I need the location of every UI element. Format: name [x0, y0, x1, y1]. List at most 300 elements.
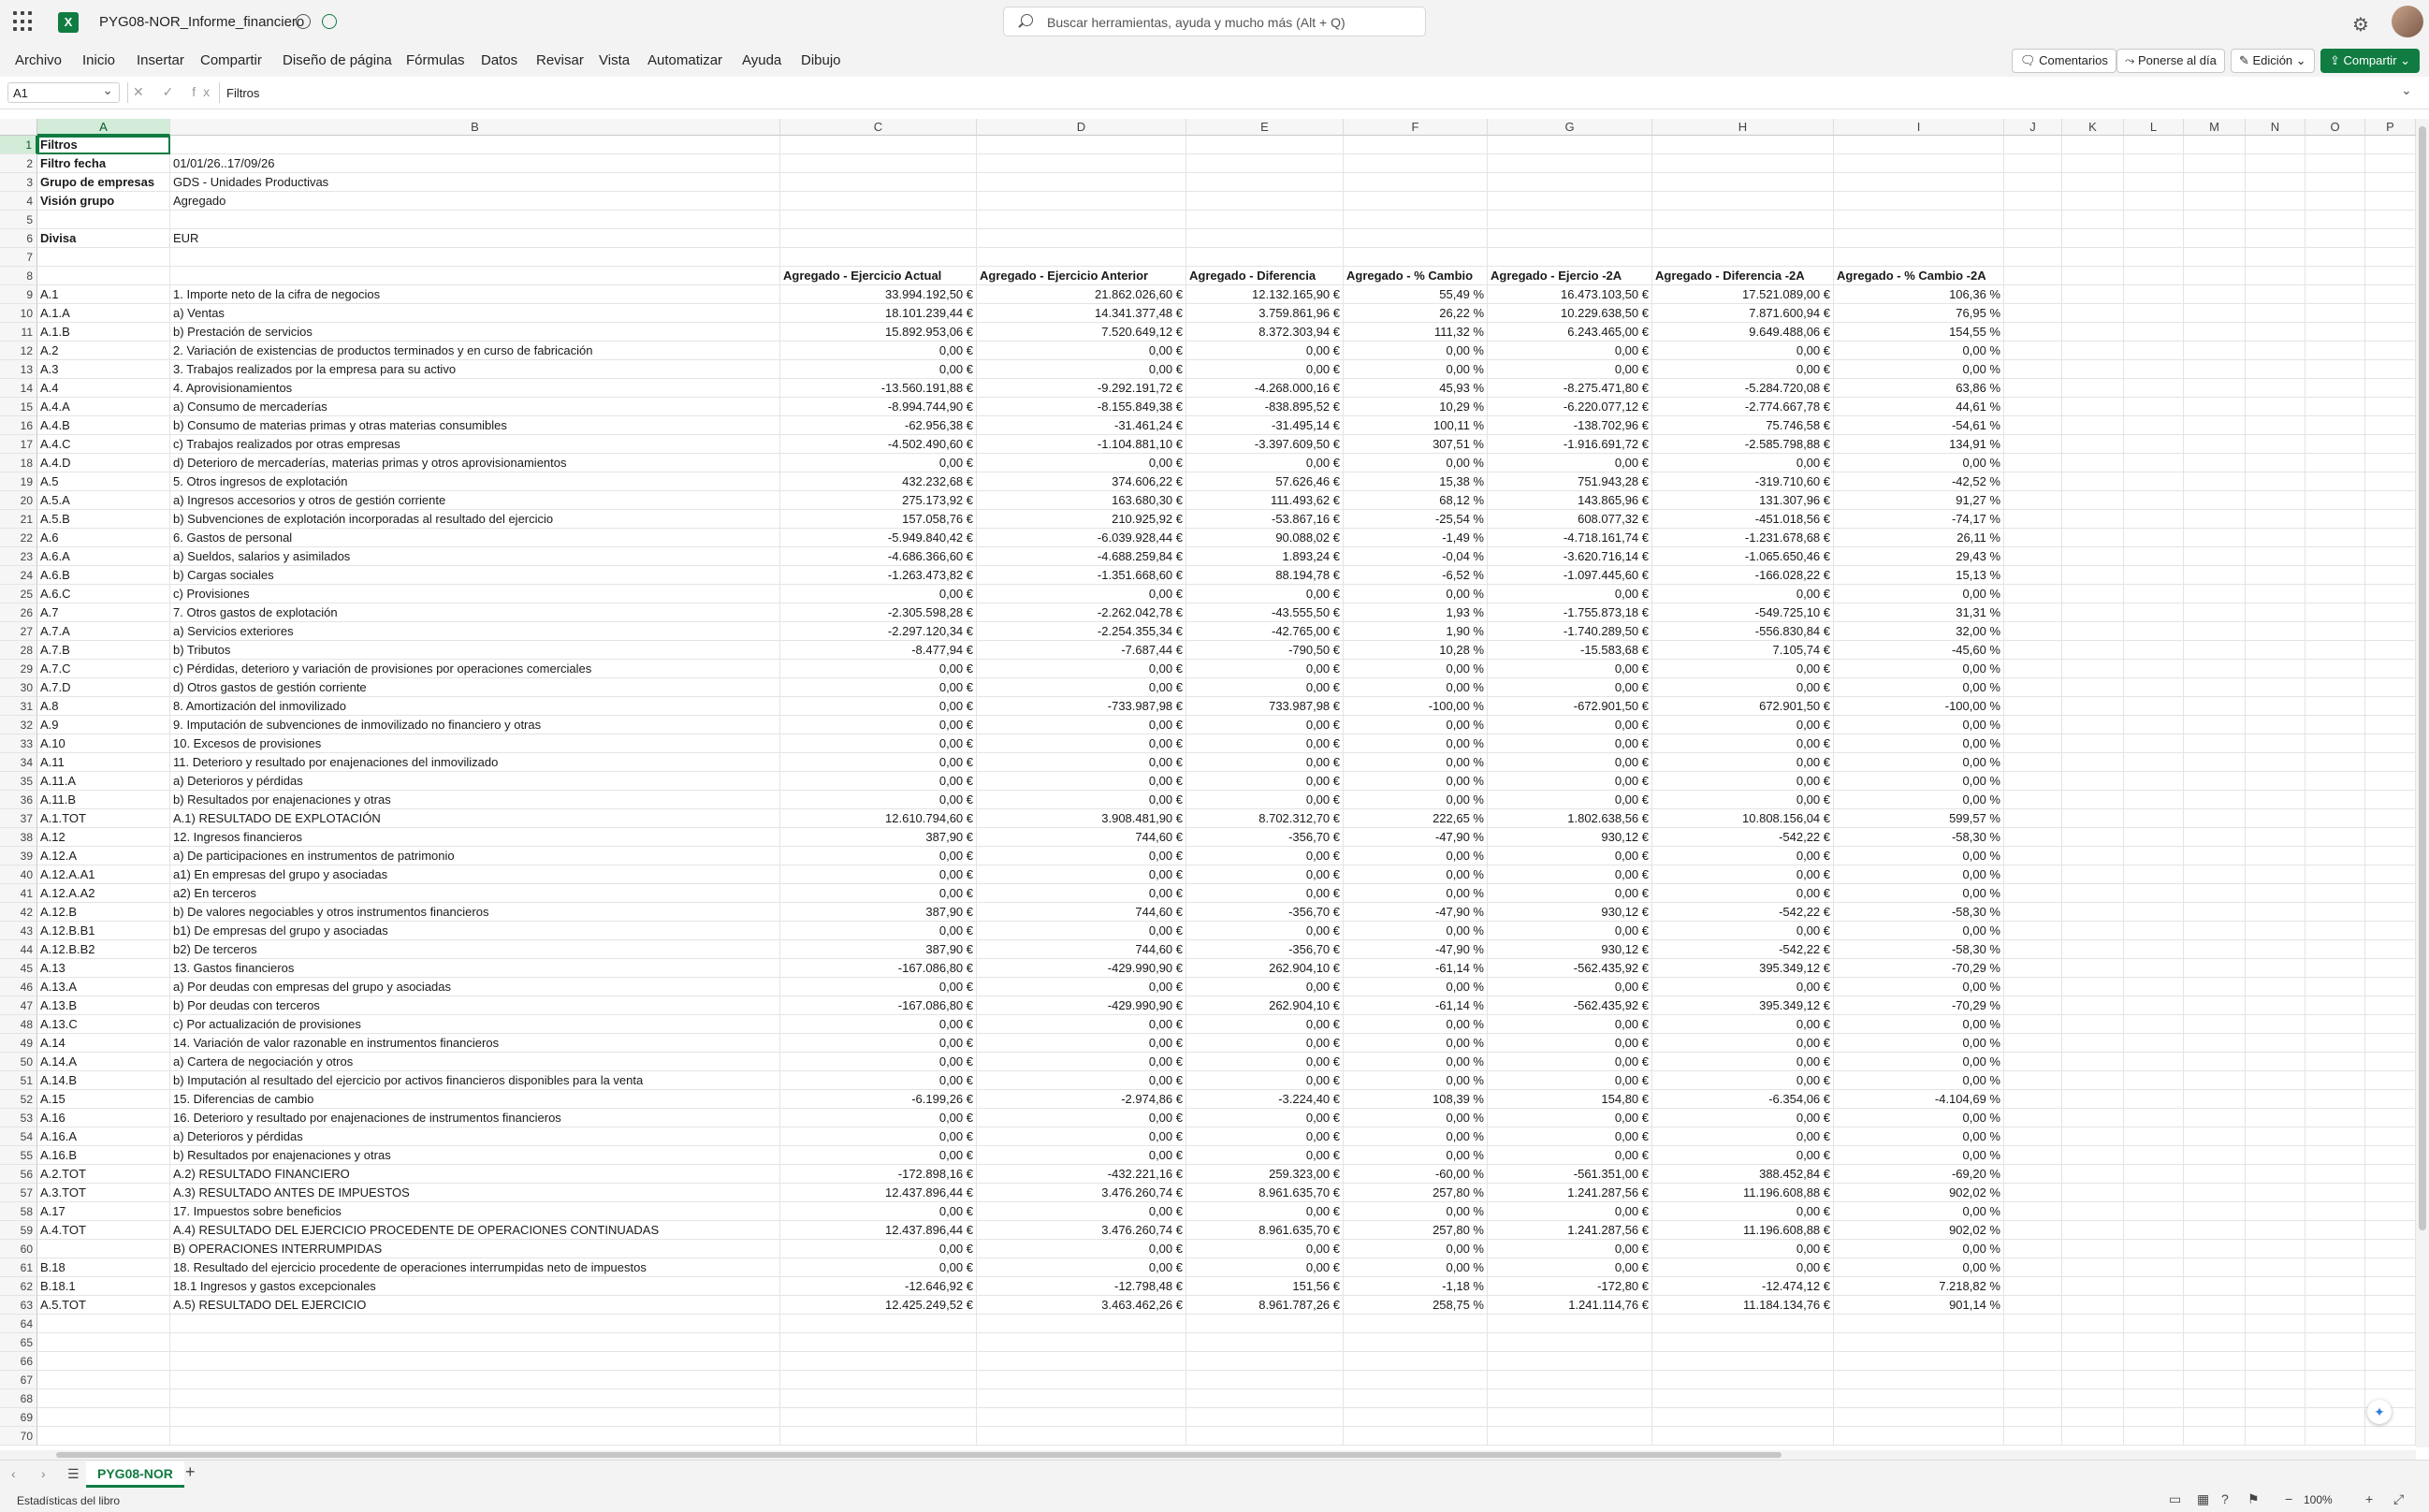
cell-d68[interactable]: [977, 1389, 1186, 1408]
cell-h34[interactable]: 0,00 €: [1652, 753, 1834, 772]
cell-k45[interactable]: [2062, 959, 2124, 978]
cell-n1[interactable]: [2246, 136, 2305, 154]
cell-c45[interactable]: -167.086,80 €: [780, 959, 977, 978]
cell-n50[interactable]: [2246, 1053, 2305, 1071]
cell-n56[interactable]: [2246, 1165, 2305, 1184]
cell-c3[interactable]: [780, 173, 977, 192]
cell-o12[interactable]: [2305, 342, 2365, 360]
cell-o40[interactable]: [2305, 865, 2365, 884]
cell-l53[interactable]: [2124, 1109, 2184, 1127]
cell-k18[interactable]: [2062, 454, 2124, 472]
cell-j10[interactable]: [2004, 304, 2062, 323]
cell-f68[interactable]: [1344, 1389, 1488, 1408]
cell-l14[interactable]: [2124, 379, 2184, 398]
cell-b32[interactable]: 9. Imputación de subvenciones de inmovilizado no financiero y otras: [170, 716, 780, 734]
cell-d41[interactable]: 0,00 €: [977, 884, 1186, 903]
comments-button[interactable]: [2012, 49, 2116, 73]
cell-n23[interactable]: [2246, 547, 2305, 566]
cell-o8[interactable]: [2305, 267, 2365, 285]
cell-l40[interactable]: [2124, 865, 2184, 884]
cell-p34[interactable]: [2365, 753, 2416, 772]
cell-i60[interactable]: 0,00 %: [1834, 1240, 2004, 1258]
cell-l61[interactable]: [2124, 1258, 2184, 1277]
cell-h1[interactable]: [1652, 136, 1834, 154]
row-header[interactable]: 51: [0, 1071, 37, 1090]
cell-f1[interactable]: [1344, 136, 1488, 154]
cell-i21[interactable]: -74,17 %: [1834, 510, 2004, 529]
cell-m3[interactable]: [2184, 173, 2246, 192]
cell-p14[interactable]: [2365, 379, 2416, 398]
cell-j65[interactable]: [2004, 1333, 2062, 1352]
cell-m1[interactable]: [2184, 136, 2246, 154]
cell-b56[interactable]: A.2) RESULTADO FINANCIERO: [170, 1165, 780, 1184]
cell-j6[interactable]: [2004, 229, 2062, 248]
cell-i5[interactable]: [1834, 211, 2004, 229]
cell-o65[interactable]: [2305, 1333, 2365, 1352]
cell-i8[interactable]: Agregado - % Cambio -2A: [1834, 267, 2004, 285]
cell-k31[interactable]: [2062, 697, 2124, 716]
column-header-n[interactable]: N: [2246, 119, 2305, 136]
cell-g10[interactable]: 10.229.638,50 €: [1488, 304, 1652, 323]
cell-k29[interactable]: [2062, 660, 2124, 678]
cell-b7[interactable]: [170, 248, 780, 267]
cell-i6[interactable]: [1834, 229, 2004, 248]
cell-p52[interactable]: [2365, 1090, 2416, 1109]
cell-n15[interactable]: [2246, 398, 2305, 416]
row-header[interactable]: 65: [0, 1333, 37, 1352]
cell-c44[interactable]: 387,90 €: [780, 940, 977, 959]
sensitivity-icon[interactable]: [296, 14, 311, 29]
cell-o48[interactable]: [2305, 1015, 2365, 1034]
cell-l15[interactable]: [2124, 398, 2184, 416]
cell-a1[interactable]: Filtros: [37, 136, 170, 154]
cell-b18[interactable]: d) Deterioro de mercaderías, materias primas y otros aprovisionamientos: [170, 454, 780, 472]
cell-o63[interactable]: [2305, 1296, 2365, 1315]
cell-h64[interactable]: [1652, 1315, 1834, 1333]
cell-h20[interactable]: 131.307,96 €: [1652, 491, 1834, 510]
cell-p11[interactable]: [2365, 323, 2416, 342]
cell-g19[interactable]: 751.943,28 €: [1488, 472, 1652, 491]
fullscreen-icon[interactable]: ⤢: [2393, 1491, 2405, 1506]
cell-g26[interactable]: -1.755.873,18 €: [1488, 603, 1652, 622]
cell-i43[interactable]: 0,00 %: [1834, 922, 2004, 940]
cell-f9[interactable]: 55,49 %: [1344, 285, 1488, 304]
cell-o41[interactable]: [2305, 884, 2365, 903]
cell-e36[interactable]: 0,00 €: [1186, 791, 1344, 809]
cell-c31[interactable]: 0,00 €: [780, 697, 977, 716]
cell-p63[interactable]: [2365, 1296, 2416, 1315]
cell-l47[interactable]: [2124, 996, 2184, 1015]
cell-c50[interactable]: 0,00 €: [780, 1053, 977, 1071]
cell-a23[interactable]: A.6.A: [37, 547, 170, 566]
cell-g25[interactable]: 0,00 €: [1488, 585, 1652, 603]
cell-c43[interactable]: 0,00 €: [780, 922, 977, 940]
cell-i50[interactable]: 0,00 %: [1834, 1053, 2004, 1071]
cell-m17[interactable]: [2184, 435, 2246, 454]
cell-m13[interactable]: [2184, 360, 2246, 379]
cell-n47[interactable]: [2246, 996, 2305, 1015]
cell-i62[interactable]: 7.218,82 %: [1834, 1277, 2004, 1296]
zoom-in-icon[interactable]: +: [2365, 1491, 2374, 1506]
cell-a13[interactable]: A.3: [37, 360, 170, 379]
cell-k39[interactable]: [2062, 847, 2124, 865]
column-header-g[interactable]: G: [1488, 119, 1652, 136]
cell-i47[interactable]: -70,29 %: [1834, 996, 2004, 1015]
cell-m44[interactable]: [2184, 940, 2246, 959]
cell-b68[interactable]: [170, 1389, 780, 1408]
cell-o18[interactable]: [2305, 454, 2365, 472]
cell-m31[interactable]: [2184, 697, 2246, 716]
cell-j17[interactable]: [2004, 435, 2062, 454]
cell-f66[interactable]: [1344, 1352, 1488, 1371]
cell-f17[interactable]: 307,51 %: [1344, 435, 1488, 454]
cell-i49[interactable]: 0,00 %: [1834, 1034, 2004, 1053]
cell-i29[interactable]: 0,00 %: [1834, 660, 2004, 678]
cell-d57[interactable]: 3.476.260,74 €: [977, 1184, 1186, 1202]
cell-f45[interactable]: -61,14 %: [1344, 959, 1488, 978]
cell-n14[interactable]: [2246, 379, 2305, 398]
cell-k3[interactable]: [2062, 173, 2124, 192]
cell-l23[interactable]: [2124, 547, 2184, 566]
cell-o34[interactable]: [2305, 753, 2365, 772]
cell-a48[interactable]: A.13.C: [37, 1015, 170, 1034]
cell-e62[interactable]: 151,56 €: [1186, 1277, 1344, 1296]
cell-m11[interactable]: [2184, 323, 2246, 342]
cell-e46[interactable]: 0,00 €: [1186, 978, 1344, 996]
cell-h65[interactable]: [1652, 1333, 1834, 1352]
cell-h53[interactable]: 0,00 €: [1652, 1109, 1834, 1127]
cell-j62[interactable]: [2004, 1277, 2062, 1296]
cell-h11[interactable]: 9.649.488,06 €: [1652, 323, 1834, 342]
cell-m25[interactable]: [2184, 585, 2246, 603]
cell-p66[interactable]: [2365, 1352, 2416, 1371]
cell-d62[interactable]: -12.798,48 €: [977, 1277, 1186, 1296]
cell-g14[interactable]: -8.275.471,80 €: [1488, 379, 1652, 398]
cell-h61[interactable]: 0,00 €: [1652, 1258, 1834, 1277]
cell-c21[interactable]: 157.058,76 €: [780, 510, 977, 529]
cell-l57[interactable]: [2124, 1184, 2184, 1202]
cell-n5[interactable]: [2246, 211, 2305, 229]
cell-f32[interactable]: 0,00 %: [1344, 716, 1488, 734]
cell-a44[interactable]: A.12.B.B2: [37, 940, 170, 959]
cell-a32[interactable]: A.9: [37, 716, 170, 734]
cell-i57[interactable]: 902,02 %: [1834, 1184, 2004, 1202]
cell-i65[interactable]: [1834, 1333, 2004, 1352]
cell-f42[interactable]: -47,90 %: [1344, 903, 1488, 922]
cell-a22[interactable]: A.6: [37, 529, 170, 547]
cell-c58[interactable]: 0,00 €: [780, 1202, 977, 1221]
cell-f61[interactable]: 0,00 %: [1344, 1258, 1488, 1277]
cell-k13[interactable]: [2062, 360, 2124, 379]
cell-p38[interactable]: [2365, 828, 2416, 847]
cell-m50[interactable]: [2184, 1053, 2246, 1071]
cell-k22[interactable]: [2062, 529, 2124, 547]
cell-c52[interactable]: -6.199,26 €: [780, 1090, 977, 1109]
cell-i35[interactable]: 0,00 %: [1834, 772, 2004, 791]
row-header[interactable]: 35: [0, 772, 37, 791]
cell-h28[interactable]: 7.105,74 €: [1652, 641, 1834, 660]
cell-a20[interactable]: A.5.A: [37, 491, 170, 510]
cell-i69[interactable]: [1834, 1408, 2004, 1427]
cell-c55[interactable]: 0,00 €: [780, 1146, 977, 1165]
column-header-e[interactable]: E: [1186, 119, 1344, 136]
cell-d64[interactable]: [977, 1315, 1186, 1333]
cell-n55[interactable]: [2246, 1146, 2305, 1165]
cell-e18[interactable]: 0,00 €: [1186, 454, 1344, 472]
cell-c2[interactable]: [780, 154, 977, 173]
cell-p10[interactable]: [2365, 304, 2416, 323]
cell-n28[interactable]: [2246, 641, 2305, 660]
cell-k48[interactable]: [2062, 1015, 2124, 1034]
add-sheet-button[interactable]: +: [185, 1462, 196, 1481]
cell-i31[interactable]: -100,00 %: [1834, 697, 2004, 716]
cell-n25[interactable]: [2246, 585, 2305, 603]
cell-g61[interactable]: 0,00 €: [1488, 1258, 1652, 1277]
cell-i48[interactable]: 0,00 %: [1834, 1015, 2004, 1034]
cell-g3[interactable]: [1488, 173, 1652, 192]
cell-l9[interactable]: [2124, 285, 2184, 304]
select-all-corner[interactable]: [0, 119, 37, 136]
cell-f8[interactable]: Agregado - % Cambio: [1344, 267, 1488, 285]
cell-o26[interactable]: [2305, 603, 2365, 622]
cell-l35[interactable]: [2124, 772, 2184, 791]
cell-m10[interactable]: [2184, 304, 2246, 323]
cell-e2[interactable]: [1186, 154, 1344, 173]
cell-d43[interactable]: 0,00 €: [977, 922, 1186, 940]
cell-m62[interactable]: [2184, 1277, 2246, 1296]
cell-d20[interactable]: 163.680,30 €: [977, 491, 1186, 510]
cell-k50[interactable]: [2062, 1053, 2124, 1071]
cell-d63[interactable]: 3.463.462,26 €: [977, 1296, 1186, 1315]
cell-i58[interactable]: 0,00 %: [1834, 1202, 2004, 1221]
cell-b15[interactable]: a) Consumo de mercaderías: [170, 398, 780, 416]
row-header[interactable]: 60: [0, 1240, 37, 1258]
cell-n19[interactable]: [2246, 472, 2305, 491]
menu-11[interactable]: Dibujo: [801, 52, 841, 68]
cell-a28[interactable]: A.7.B: [37, 641, 170, 660]
cell-n24[interactable]: [2246, 566, 2305, 585]
cell-b25[interactable]: c) Provisiones: [170, 585, 780, 603]
row-header[interactable]: 46: [0, 978, 37, 996]
row-header[interactable]: 39: [0, 847, 37, 865]
cell-i14[interactable]: 63,86 %: [1834, 379, 2004, 398]
cell-f69[interactable]: [1344, 1408, 1488, 1427]
cell-i1[interactable]: [1834, 136, 2004, 154]
cell-i55[interactable]: 0,00 %: [1834, 1146, 2004, 1165]
cell-j54[interactable]: [2004, 1127, 2062, 1146]
row-header[interactable]: 6: [0, 229, 37, 248]
cell-c59[interactable]: 12.437.896,44 €: [780, 1221, 977, 1240]
cell-c8[interactable]: Agregado - Ejercicio Actual: [780, 267, 977, 285]
cell-k49[interactable]: [2062, 1034, 2124, 1053]
cell-c63[interactable]: 12.425.249,52 €: [780, 1296, 977, 1315]
cell-d1[interactable]: [977, 136, 1186, 154]
search-box[interactable]: [1003, 7, 1426, 36]
cell-e67[interactable]: [1186, 1371, 1344, 1389]
cell-g27[interactable]: -1.740.289,50 €: [1488, 622, 1652, 641]
cell-h16[interactable]: 75.746,58 €: [1652, 416, 1834, 435]
cell-o23[interactable]: [2305, 547, 2365, 566]
cell-k46[interactable]: [2062, 978, 2124, 996]
cell-o38[interactable]: [2305, 828, 2365, 847]
row-header[interactable]: 31: [0, 697, 37, 716]
cell-h33[interactable]: 0,00 €: [1652, 734, 1834, 753]
cell-e38[interactable]: -356,70 €: [1186, 828, 1344, 847]
cell-e19[interactable]: 57.626,46 €: [1186, 472, 1344, 491]
cell-a33[interactable]: A.10: [37, 734, 170, 753]
cell-j26[interactable]: [2004, 603, 2062, 622]
formula-input[interactable]: Filtros: [226, 86, 260, 100]
row-header[interactable]: 48: [0, 1015, 37, 1034]
row-header[interactable]: 36: [0, 791, 37, 809]
cell-a3[interactable]: Grupo de empresas: [37, 173, 170, 192]
cell-h42[interactable]: -542,22 €: [1652, 903, 1834, 922]
cell-b40[interactable]: a1) En empresas del grupo y asociadas: [170, 865, 780, 884]
cell-p3[interactable]: [2365, 173, 2416, 192]
row-header[interactable]: 21: [0, 510, 37, 529]
cell-a42[interactable]: A.12.B: [37, 903, 170, 922]
cell-g49[interactable]: 0,00 €: [1488, 1034, 1652, 1053]
cell-j15[interactable]: [2004, 398, 2062, 416]
cell-a30[interactable]: A.7.D: [37, 678, 170, 697]
cell-b41[interactable]: a2) En terceros: [170, 884, 780, 903]
cell-e26[interactable]: -43.555,50 €: [1186, 603, 1344, 622]
cell-l48[interactable]: [2124, 1015, 2184, 1034]
cell-m61[interactable]: [2184, 1258, 2246, 1277]
cell-a39[interactable]: A.12.A: [37, 847, 170, 865]
cell-i67[interactable]: [1834, 1371, 2004, 1389]
cell-m66[interactable]: [2184, 1352, 2246, 1371]
feedback-icon[interactable]: ⚑: [2247, 1491, 2260, 1506]
cell-n48[interactable]: [2246, 1015, 2305, 1034]
cell-j1[interactable]: [2004, 136, 2062, 154]
cell-c61[interactable]: 0,00 €: [780, 1258, 977, 1277]
cell-j59[interactable]: [2004, 1221, 2062, 1240]
cell-d42[interactable]: 744,60 €: [977, 903, 1186, 922]
cell-h15[interactable]: -2.774.667,78 €: [1652, 398, 1834, 416]
cell-l69[interactable]: [2124, 1408, 2184, 1427]
cell-j25[interactable]: [2004, 585, 2062, 603]
cell-n26[interactable]: [2246, 603, 2305, 622]
cell-h23[interactable]: -1.065.650,46 €: [1652, 547, 1834, 566]
cell-l27[interactable]: [2124, 622, 2184, 641]
cell-j49[interactable]: [2004, 1034, 2062, 1053]
cell-e30[interactable]: 0,00 €: [1186, 678, 1344, 697]
cell-o28[interactable]: [2305, 641, 2365, 660]
cell-d22[interactable]: -6.039.928,44 €: [977, 529, 1186, 547]
cell-e68[interactable]: [1186, 1389, 1344, 1408]
cell-l63[interactable]: [2124, 1296, 2184, 1315]
cell-j31[interactable]: [2004, 697, 2062, 716]
cell-p57[interactable]: [2365, 1184, 2416, 1202]
cell-l62[interactable]: [2124, 1277, 2184, 1296]
scroll-thumb[interactable]: [56, 1452, 1782, 1458]
cell-g7[interactable]: [1488, 248, 1652, 267]
cell-i56[interactable]: -69,20 %: [1834, 1165, 2004, 1184]
cell-j33[interactable]: [2004, 734, 2062, 753]
cell-p26[interactable]: [2365, 603, 2416, 622]
cell-g12[interactable]: 0,00 €: [1488, 342, 1652, 360]
cell-a41[interactable]: A.12.A.A2: [37, 884, 170, 903]
cell-b1[interactable]: [170, 136, 780, 154]
cell-k62[interactable]: [2062, 1277, 2124, 1296]
settings-gear-icon[interactable]: ⚙: [2352, 15, 2369, 36]
cell-l26[interactable]: [2124, 603, 2184, 622]
cell-j50[interactable]: [2004, 1053, 2062, 1071]
cell-p47[interactable]: [2365, 996, 2416, 1015]
cell-b44[interactable]: b2) De terceros: [170, 940, 780, 959]
cell-m35[interactable]: [2184, 772, 2246, 791]
cell-c39[interactable]: 0,00 €: [780, 847, 977, 865]
cell-h63[interactable]: 11.184.134,76 €: [1652, 1296, 1834, 1315]
cell-m59[interactable]: [2184, 1221, 2246, 1240]
cell-g20[interactable]: 143.865,96 €: [1488, 491, 1652, 510]
cell-i59[interactable]: 902,02 %: [1834, 1221, 2004, 1240]
saved-status-icon[interactable]: [322, 14, 337, 29]
cell-p18[interactable]: [2365, 454, 2416, 472]
cell-c34[interactable]: 0,00 €: [780, 753, 977, 772]
cell-n13[interactable]: [2246, 360, 2305, 379]
cell-k25[interactable]: [2062, 585, 2124, 603]
cell-p37[interactable]: [2365, 809, 2416, 828]
cell-c41[interactable]: 0,00 €: [780, 884, 977, 903]
cell-o31[interactable]: [2305, 697, 2365, 716]
cell-d40[interactable]: 0,00 €: [977, 865, 1186, 884]
menu-9[interactable]: Automatizar: [647, 52, 723, 68]
cell-h43[interactable]: 0,00 €: [1652, 922, 1834, 940]
cell-b17[interactable]: c) Trabajos realizados por otras empresas: [170, 435, 780, 454]
cell-d27[interactable]: -2.254.355,34 €: [977, 622, 1186, 641]
cell-o70[interactable]: [2305, 1427, 2365, 1446]
cell-o1[interactable]: [2305, 136, 2365, 154]
cell-e27[interactable]: -42.765,00 €: [1186, 622, 1344, 641]
cell-m20[interactable]: [2184, 491, 2246, 510]
cell-l7[interactable]: [2124, 248, 2184, 267]
cell-d58[interactable]: 0,00 €: [977, 1202, 1186, 1221]
cell-m51[interactable]: [2184, 1071, 2246, 1090]
help-icon[interactable]: ?: [2221, 1491, 2229, 1506]
cell-g66[interactable]: [1488, 1352, 1652, 1371]
cell-g67[interactable]: [1488, 1371, 1652, 1389]
cell-o16[interactable]: [2305, 416, 2365, 435]
cell-e9[interactable]: 12.132.165,90 €: [1186, 285, 1344, 304]
cell-g17[interactable]: -1.916.691,72 €: [1488, 435, 1652, 454]
cell-e65[interactable]: [1186, 1333, 1344, 1352]
cell-g38[interactable]: 930,12 €: [1488, 828, 1652, 847]
cell-d35[interactable]: 0,00 €: [977, 772, 1186, 791]
menu-4[interactable]: Diseño de página: [283, 52, 392, 68]
cell-g43[interactable]: 0,00 €: [1488, 922, 1652, 940]
cell-d2[interactable]: [977, 154, 1186, 173]
column-header-d[interactable]: D: [977, 119, 1186, 136]
cell-l49[interactable]: [2124, 1034, 2184, 1053]
cell-c35[interactable]: 0,00 €: [780, 772, 977, 791]
cell-d5[interactable]: [977, 211, 1186, 229]
cell-k21[interactable]: [2062, 510, 2124, 529]
cell-o44[interactable]: [2305, 940, 2365, 959]
cell-c33[interactable]: 0,00 €: [780, 734, 977, 753]
row-header[interactable]: 34: [0, 753, 37, 772]
cell-d12[interactable]: 0,00 €: [977, 342, 1186, 360]
column-header-k[interactable]: K: [2062, 119, 2124, 136]
cell-o2[interactable]: [2305, 154, 2365, 173]
cell-o51[interactable]: [2305, 1071, 2365, 1090]
cell-m54[interactable]: [2184, 1127, 2246, 1146]
cell-j56[interactable]: [2004, 1165, 2062, 1184]
cell-p35[interactable]: [2365, 772, 2416, 791]
cell-j24[interactable]: [2004, 566, 2062, 585]
cell-p28[interactable]: [2365, 641, 2416, 660]
